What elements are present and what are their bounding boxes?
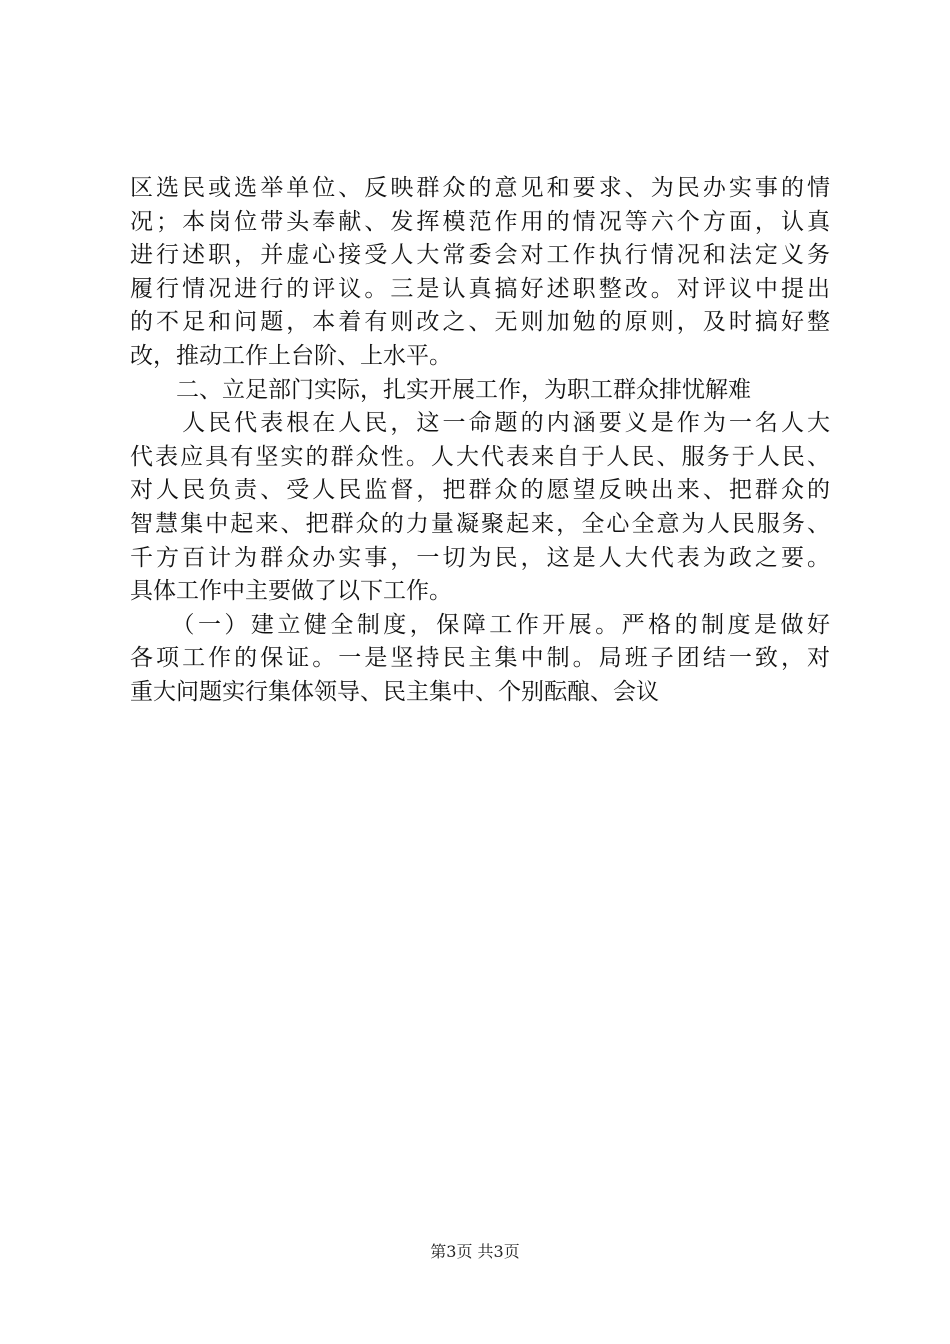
body-text xyxy=(130,172,830,710)
text-line: 千方百计为群众办实事，一切为民，这是人大代表为政之要。 xyxy=(130,544,830,571)
text-line: 具体工作中主要做了以下工作。 xyxy=(130,578,452,605)
text-line: 区选民或选举单位、反映群众的意见和要求、为民办实事的情 xyxy=(130,175,830,201)
text-line: 对人民负责、受人民监督，把群众的愿望反映出来、把群众的 xyxy=(130,477,830,504)
text-line: 况；本岗位带头奉献、发挥模范作用的情况等六个方面，认真 xyxy=(130,208,830,235)
text-line: 履行情况进行的评议。三是认真搞好述职整改。对评议中提出 xyxy=(130,275,830,302)
text-line: 代表应具有坚实的群众性。人大代表来自于人民、服务于人民、 xyxy=(130,443,830,470)
text-line: 的不足和问题，本着有则改之、无则加勉的原则，及时搞好整 xyxy=(130,309,830,336)
text-line: 智慧集中起来、把群众的力量凝聚起来，全心全意为人民服务、 xyxy=(130,510,830,537)
text-line: 改，推动工作上台阶、上水平。 xyxy=(130,342,452,369)
text-line: 进行述职，并虚心接受人大常委会对工作执行情况和法定义务 xyxy=(130,242,830,269)
text-line: 人民代表根在人民，这一命题的内涵要义是作为一名人大 xyxy=(130,410,830,437)
section-heading: 二、立足部门实际，扎实开展工作，为职工群众排忧解难 xyxy=(130,376,751,403)
text-line: （一）建立健全制度，保障工作开展。严格的制度是做好 xyxy=(130,611,830,638)
text-line: 重大问题实行集体领导、民主集中、个别酝酿、会议 xyxy=(130,678,659,705)
page-number-footer: 第3页 共3页 xyxy=(430,1242,520,1261)
text-line: 各项工作的保证。一是坚持民主集中制。局班子团结一致，对 xyxy=(130,645,830,672)
